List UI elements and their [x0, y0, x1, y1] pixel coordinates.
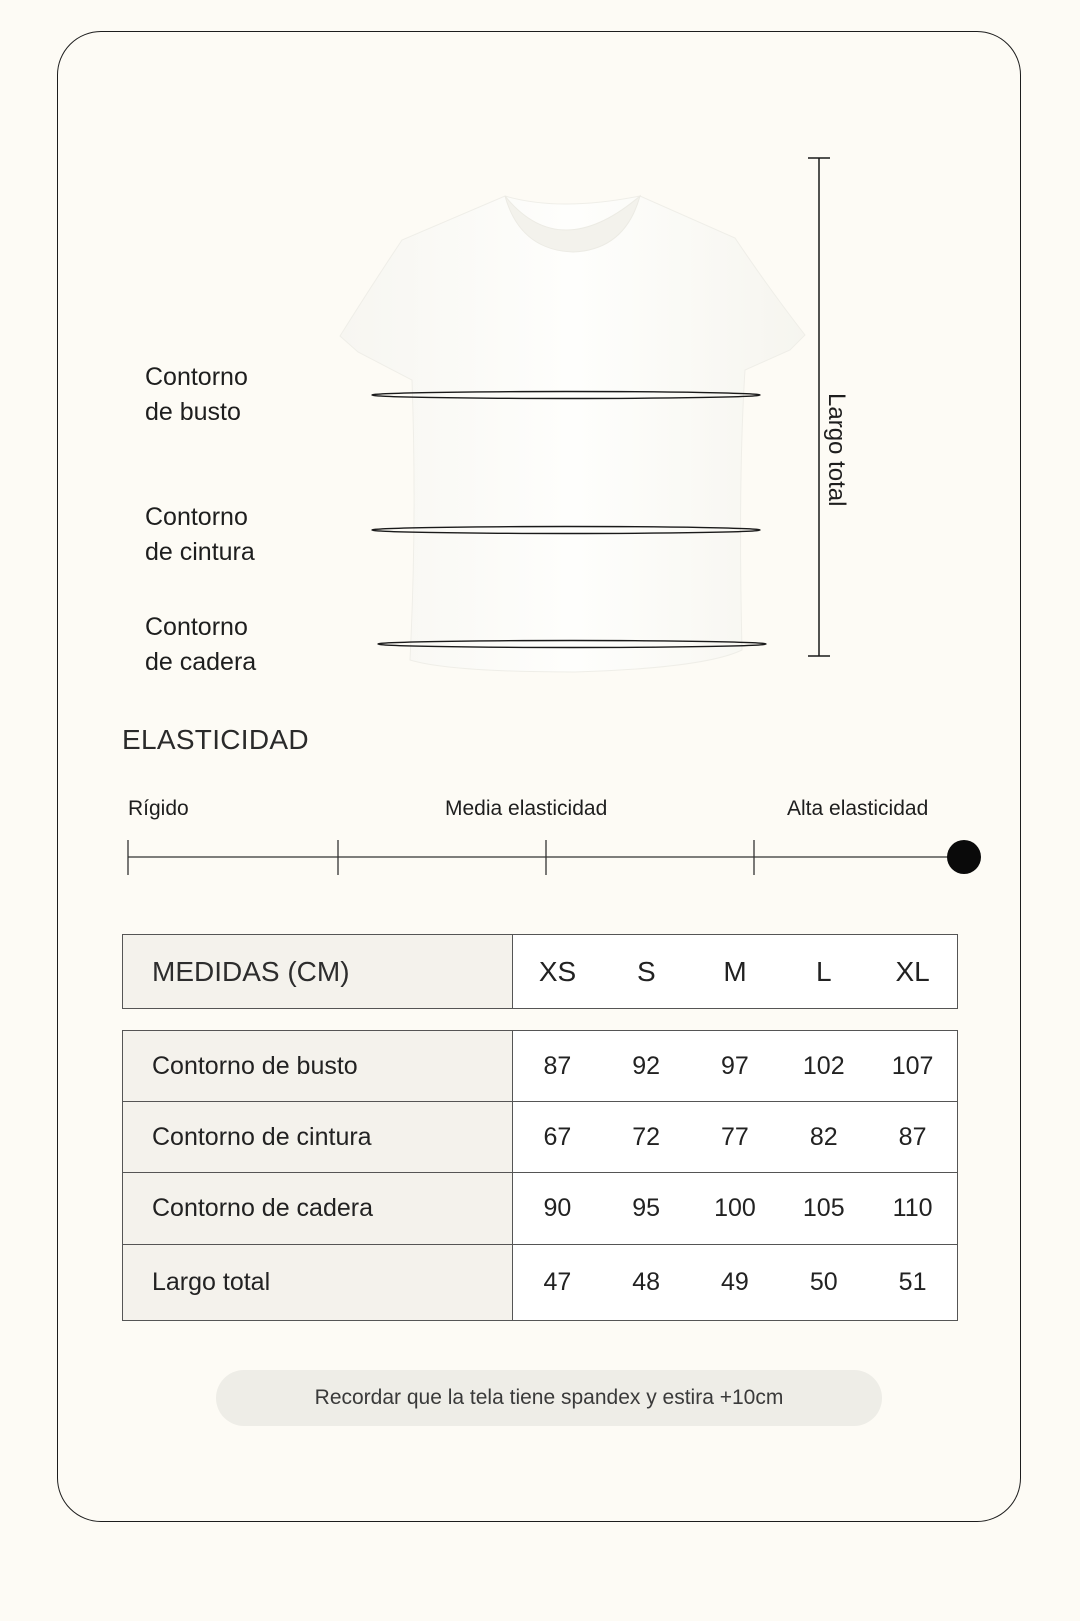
scale-label-high: Alta elasticidad	[787, 797, 929, 820]
cell: 97	[691, 1031, 780, 1102]
table-row	[123, 1245, 958, 1321]
length-label: Largo total	[823, 393, 850, 507]
size-s: S	[602, 935, 691, 1009]
row-label: Largo total	[123, 1245, 513, 1321]
row-label: Contorno de cintura	[123, 1102, 513, 1173]
cell: 51	[868, 1245, 957, 1321]
tshirt-illustration	[0, 0, 1080, 700]
measures-header: MEDIDAS (CM)	[123, 935, 513, 1009]
cell: 107	[868, 1031, 957, 1102]
cell: 87	[868, 1102, 957, 1173]
cell: 48	[602, 1245, 691, 1321]
cell: 90	[513, 1173, 602, 1245]
scale-label-medium: Media elasticidad	[445, 797, 608, 820]
cell: 67	[513, 1102, 602, 1173]
cell: 87	[513, 1031, 602, 1102]
cell: 100	[691, 1173, 780, 1245]
size-l: L	[779, 935, 868, 1009]
cell: 110	[868, 1173, 957, 1245]
cell: 105	[779, 1173, 868, 1245]
measurements-table	[122, 1030, 958, 1321]
table-row	[123, 1031, 958, 1102]
cell: 95	[602, 1173, 691, 1245]
size-m: M	[691, 935, 780, 1009]
elasticity-title: ELASTICIDAD	[122, 724, 309, 755]
cell: 72	[602, 1102, 691, 1173]
waist-label: Contorno de cintura	[145, 503, 255, 566]
elasticity-marker	[947, 840, 981, 874]
scale-label-rigid: Rígido	[128, 797, 189, 820]
cell: 49	[691, 1245, 780, 1321]
size-xs: XS	[513, 935, 602, 1009]
table-row	[123, 1102, 958, 1173]
cell: 50	[779, 1245, 868, 1321]
cell: 47	[513, 1245, 602, 1321]
size-header-table	[122, 934, 958, 1009]
row-label: Contorno de busto	[123, 1031, 513, 1102]
row-label: Contorno de cadera	[123, 1173, 513, 1245]
size-xl: XL	[868, 935, 957, 1009]
table-row	[123, 1173, 958, 1245]
cell: 77	[691, 1102, 780, 1173]
hip-label: Contorno de cadera	[145, 613, 257, 676]
cell: 102	[779, 1031, 868, 1102]
stretch-note: Recordar que la tela tiene spandex y estira +10cm	[216, 1370, 882, 1426]
cell: 92	[602, 1031, 691, 1102]
elasticity-scale	[0, 830, 1080, 880]
tshirt-body	[340, 196, 805, 672]
bust-label: Contorno de busto	[145, 363, 248, 426]
cell: 82	[779, 1102, 868, 1173]
